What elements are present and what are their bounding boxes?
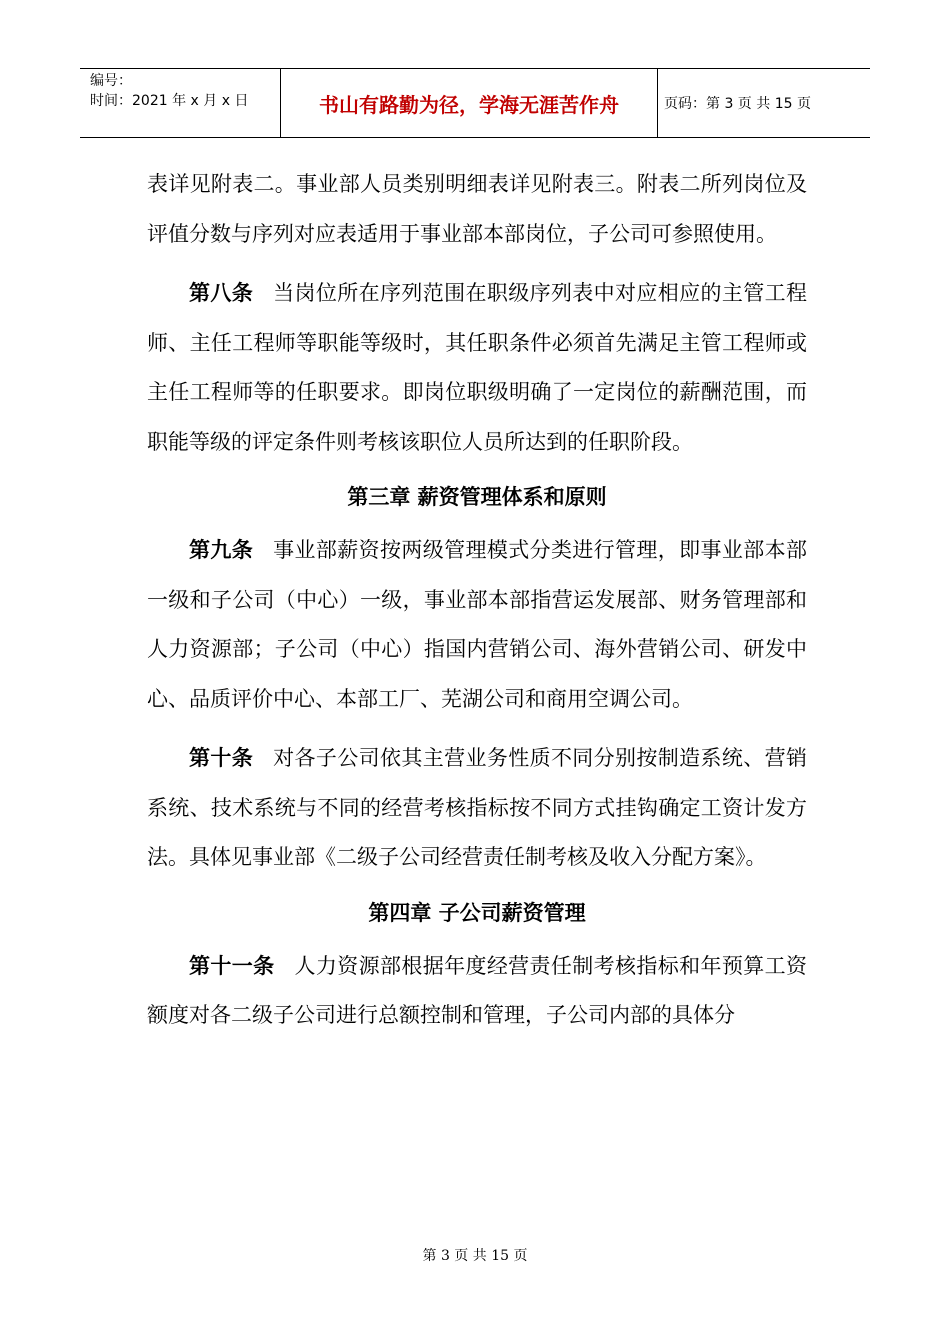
article-11 xyxy=(147,942,807,1041)
article-8-text: 当岗位所在序列范围在职级序列表中对应相应的主管工程师、主任工程师等职能等级时，其任职条件必须首先满足主管工程师或主任工程师等的任职要求。即岗位职级明确了一定岗位的薪酬范围，而职能等级的评定条件则考核该职位人员所达到的任职阶段。 xyxy=(147,281,808,454)
article-9 xyxy=(147,526,807,724)
article-10 xyxy=(147,734,807,883)
article-10-text: 对各子公司依其主营业务性质不同分别按制造系统、营销系统、技术系统与不同的经营考核指标按不同方式挂钩确定工资计发方法。具体见事业部《二级子公司经营责任制考核及收入分配方案》。 xyxy=(147,746,808,869)
article-9-label: 第九条 xyxy=(189,538,254,562)
document-time-label: 时间：2021 年 x 月 x 日 xyxy=(90,93,249,109)
header-meta xyxy=(80,69,281,137)
article-11-label: 第十一条 xyxy=(189,953,275,978)
article-8-label: 第八条 xyxy=(189,281,254,305)
article-9-text: 事业部薪资按两级管理模式分类进行管理，即事业部本部一级和子公司（中心）一级，事业部本部指营运发展部、财务管理部和人力资源部；子公司（中心）指国内营销公司、海外营销公司、研发中心、品质评价中心、本部工厂、芜湖公司和商用空调公司。 xyxy=(147,538,808,711)
header-page-info: 页码：第 3 页 共 15 页 xyxy=(664,96,811,112)
page-header xyxy=(80,68,870,138)
chapter-3-heading: 第三章 薪资管理体系和原则 xyxy=(347,485,607,509)
page-footer: 第 3 页 共 15 页 xyxy=(422,1248,528,1264)
document-body xyxy=(147,160,807,1051)
article-11-text: 人力资源部根据年度经营责任制考核指标和年预算工资额度对各二级子公司进行总额控制和管理，子公司内部的具体分 xyxy=(147,953,808,1027)
paragraph-continuation: 表详见附表二。事业部人员类别明细表详见附表三。附表二所列岗位及评值分数与序列对应表适用于事业部本部岗位，子公司可参照使用。 xyxy=(147,172,807,246)
chapter-4-heading: 第四章 子公司薪资管理 xyxy=(368,900,586,925)
header-motto: 书山有路勤为径，学海无涯苦作舟 xyxy=(281,69,658,137)
article-8 xyxy=(147,269,807,467)
document-number-label: 编号： xyxy=(90,73,132,89)
article-10-label: 第十条 xyxy=(189,746,254,770)
